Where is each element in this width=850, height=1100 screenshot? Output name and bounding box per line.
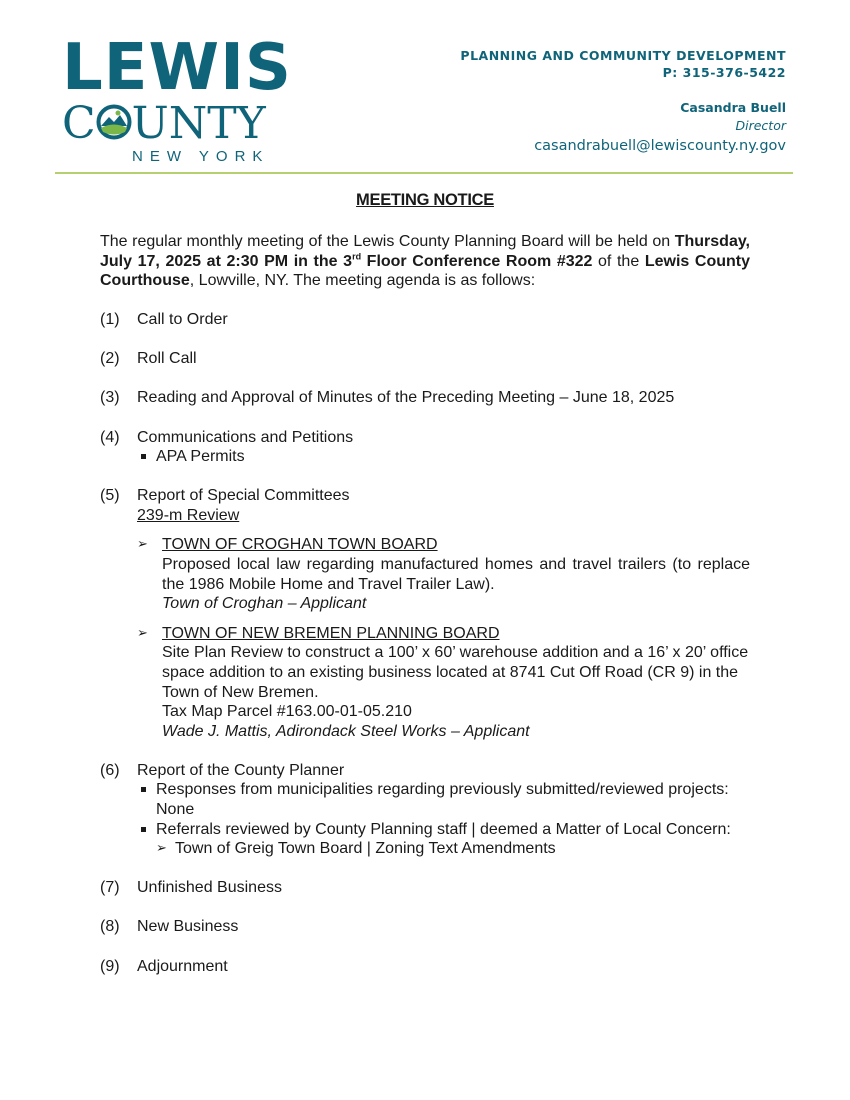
project-tax-parcel: Tax Map Parcel #163.00-01-05.210: [162, 703, 412, 721]
logo-county-text: [62, 100, 266, 148]
bullet-item: [137, 820, 750, 859]
meeting-room-text: Floor Conference Room #322: [361, 252, 593, 270]
agenda-label: Roll Call: [137, 350, 197, 368]
director-title: Director: [735, 118, 786, 133]
agenda-label: Report of Special Committees: [137, 487, 350, 505]
agenda-number: (6): [100, 761, 120, 779]
agenda-item: [100, 761, 750, 859]
logo-county-c: C: [62, 98, 96, 149]
bullet-item: [137, 447, 750, 467]
square-bullet-icon: [141, 787, 146, 792]
logo-lewis-text: LEWIS: [62, 31, 292, 105]
agenda-number: (4): [100, 428, 120, 446]
intro-text-2: of the: [592, 252, 645, 270]
intro-text-3: , Lowville, NY. The meeting agenda is as follows:: [189, 272, 536, 290]
arrow-bullet-icon: ➢: [137, 537, 148, 553]
project-applicant: Wade J. Mattis, Adirondack Steel Works – Applicant: [162, 722, 530, 740]
agenda-number: (7): [100, 879, 120, 897]
project-entry: [137, 624, 750, 742]
agenda-label: Reading and Approval of Minutes of the Preceding Meeting – June 18, 2025: [137, 389, 675, 407]
director-name: Casandra Buell: [680, 100, 786, 115]
agenda-number: (9): [100, 957, 120, 975]
agenda-item: [100, 917, 750, 937]
agenda-label: Report of the County Planner: [137, 761, 345, 779]
project-entry: [137, 535, 750, 613]
bullet-text: APA Permits: [156, 448, 245, 466]
lewis-county-logo: [62, 31, 292, 166]
phone-number: P: 315-376-5422: [662, 65, 786, 80]
email-link[interactable]: casandrabuell@lewiscounty.ny.gov: [534, 138, 786, 154]
project-title: TOWN OF NEW BREMEN PLANNING BOARD: [162, 624, 500, 642]
project-title: TOWN OF CROGHAN TOWN BOARD: [162, 536, 438, 554]
meeting-datetime-text: Thursday, July 17, 2025 at 2:30 PM in the 3: [100, 233, 750, 270]
sub-item: [156, 839, 750, 859]
agenda-number: (3): [100, 389, 120, 407]
agenda-number: (8): [100, 918, 120, 936]
arrow-bullet-icon: ➢: [137, 625, 148, 641]
letterhead-contact: [460, 47, 786, 156]
review-subheading: 239-m Review: [137, 506, 240, 524]
project-applicant: Town of Croghan – Applicant: [162, 595, 367, 613]
square-bullet-icon: [141, 827, 146, 832]
department-name: PLANNING AND COMMUNITY DEVELOPMENT: [460, 48, 786, 63]
agenda-label: Adjournment: [137, 957, 228, 975]
sub-item-text: Town of Greig Town Board | Zoning Text Amendments: [175, 840, 556, 858]
agenda-label: Call to Order: [137, 311, 228, 329]
logo-new-york-text: NEW YORK: [132, 148, 270, 165]
agenda-item: [100, 349, 750, 369]
agenda-label: Unfinished Business: [137, 879, 282, 897]
project-description: Site Plan Review to construct a 100’ x 60’ warehouse addition and a 16’ x 20’ office space addition to an existing business located at 8741 Cut Off Road (CR 9) in the Town of New Bremen.: [162, 644, 749, 701]
intro-text-1: The regular monthly meeting of the Lewis County Planning Board will be held on: [100, 233, 675, 250]
bullet-text: Referrals reviewed by County Planning staff | deemed a Matter of Local Concern:: [156, 820, 731, 838]
agenda-item: [100, 428, 750, 467]
ordinal-suffix: rd: [352, 251, 362, 262]
document-body: [100, 232, 750, 976]
agenda-item: [100, 486, 750, 741]
logo-county-rest: UNTY: [131, 98, 266, 149]
agenda-number: (2): [100, 350, 120, 368]
agenda-item: [100, 388, 750, 408]
agenda-item: [100, 957, 750, 977]
mountain-sun-icon: [96, 104, 132, 140]
intro-paragraph: [100, 232, 750, 291]
page-title: MEETING NOTICE: [356, 191, 494, 209]
agenda-item: [100, 878, 750, 898]
bullet-text: Responses from municipalities regarding previously submitted/reviewed projects: None: [156, 781, 729, 819]
agenda-label: New Business: [137, 918, 239, 936]
square-bullet-icon: [141, 454, 146, 459]
agenda-item: [100, 310, 750, 330]
project-description: Proposed local law regarding manufactured homes and travel trailers (to replace the 1986 Mobile Home and Travel Trailer Law).: [162, 556, 750, 593]
agenda-label: Communications and Petitions: [137, 428, 354, 446]
header-divider: [55, 172, 793, 174]
agenda-number: (5): [100, 487, 120, 505]
agenda-number: (1): [100, 311, 120, 329]
bullet-item: [137, 780, 750, 819]
arrow-bullet-icon: ➢: [156, 841, 167, 857]
meeting-location: Lewis County Courthouse: [100, 252, 750, 290]
